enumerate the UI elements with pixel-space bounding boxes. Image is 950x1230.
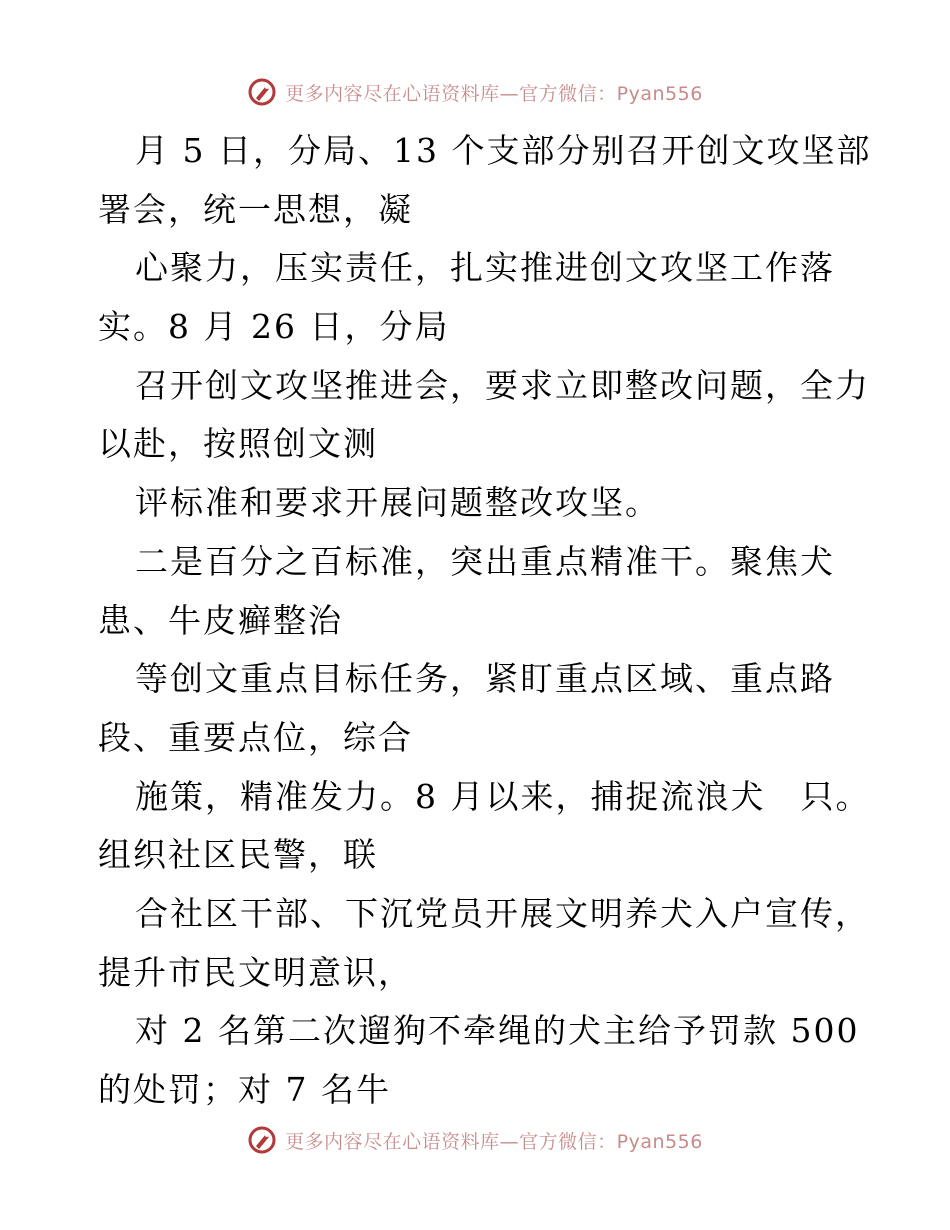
- header-banner: [0, 72, 950, 112]
- text-line: 召开创文攻坚推进会，要求立即整改问题，全力: [135, 365, 870, 405]
- text-line: 等创文重点目标任务，紧盯重点区域、重点路: [135, 659, 835, 699]
- pen-logo-icon: [247, 1125, 277, 1155]
- text-line: 施策，精准发力。8 月以来，捕捉流浪犬 只。: [135, 776, 871, 816]
- document-body: [98, 122, 878, 1120]
- text-line: 以赴，按照创文测: [98, 424, 378, 464]
- text-line: 评标准和要求开展问题整改攻坚。: [135, 483, 660, 523]
- text-line: 组织社区民警，联: [98, 835, 378, 875]
- header-banner-text: 更多内容尽在心语资料库—官方微信：Pyan556: [285, 82, 703, 105]
- text-line: 署会，统一思想，凝: [98, 189, 413, 229]
- text-line: 的处罚；对 7 名牛: [98, 1070, 391, 1109]
- text-line: 实。8 月 26 日，分局: [98, 307, 450, 347]
- footer-banner: [0, 1120, 950, 1160]
- text-line: 提升市民文明意识，: [98, 952, 413, 992]
- text-line: 心聚力，压实责任，扎实推进创文攻坚工作落: [135, 248, 835, 288]
- text-line: 段、重要点位，综合: [98, 717, 413, 757]
- text-line: 合社区干部、下沉党员开展文明养犬入户宣传，: [135, 893, 870, 933]
- text-line: 患、牛皮癣整治: [98, 600, 343, 640]
- text-line: 月 5 日，分局、13 个支部分别召开创文攻坚部: [135, 131, 872, 170]
- text-line: 二是百分之百标准，突出重点精准干。聚焦犬: [135, 541, 835, 581]
- pen-logo-icon: [247, 77, 277, 107]
- text-line: 对 2 名第二次遛狗不牵绳的犬主给予罚款 500: [135, 1011, 860, 1051]
- footer-banner-text: 更多内容尽在心语资料库—官方微信：Pyan556: [285, 1130, 703, 1153]
